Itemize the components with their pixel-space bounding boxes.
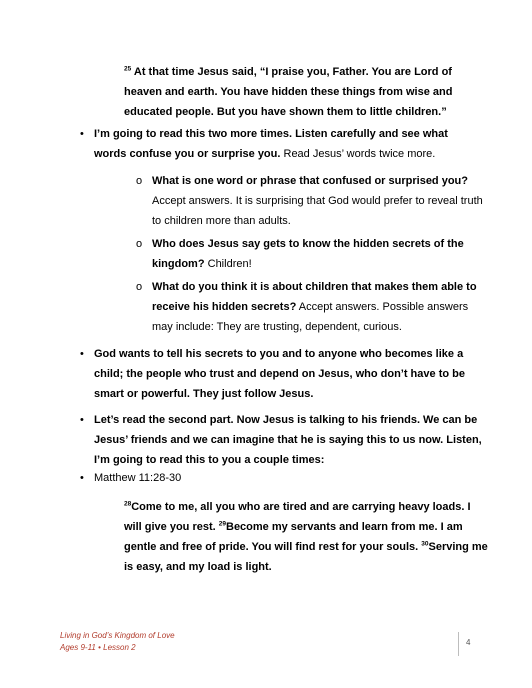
scripture-reference bbox=[94, 468, 484, 488]
footer bbox=[60, 630, 175, 654]
verse-number: 30 bbox=[421, 540, 429, 548]
footer-divider bbox=[458, 632, 459, 656]
footer-title: Living in God’s Kingdom of Love bbox=[60, 631, 175, 640]
question-bold: What do you think it is about children that makes them able to receive his hidden secrets? bbox=[152, 281, 477, 313]
reference-text: Matthew 11:28-30 bbox=[94, 472, 182, 484]
verse-text: Come to me, all you who are tired and are carrying heavy loads. I will give you rest. bbox=[124, 501, 471, 533]
question-bold: Who does Jesus say gets to know the hidden secrets of the kingdom? bbox=[152, 238, 464, 270]
bullet-icon: • bbox=[80, 128, 84, 140]
answer-normal: Children! bbox=[207, 258, 252, 270]
verse-number: 25 bbox=[124, 65, 132, 73]
verse-number: 28 bbox=[124, 500, 132, 508]
answer-normal: Accept answers. It is surprising that God would prefer to reveal truth to children more than adults. bbox=[152, 195, 483, 227]
instruction-bold: I’m going to read this two more times. Listen carefully and see what words confuse you or surprise you. bbox=[94, 128, 448, 160]
instruction-bold: God wants to tell his secrets to you and to anyone who becomes like a child; the people who trust and depend on Jesus, who don’t have to be smart or powerful. They just follow Jesus. bbox=[94, 348, 465, 400]
verse-text: At that time Jesus said, “I praise you, Father. You are Lord of heaven and earth. You have hidden these things from wise and educated people. But you have shown them to little children.” bbox=[124, 66, 453, 118]
sub-bullet-icon: o bbox=[136, 175, 143, 187]
page-number: 4 bbox=[466, 638, 471, 647]
sub-bullet-icon: o bbox=[136, 281, 143, 293]
footer-separator: • bbox=[98, 643, 101, 652]
sub-list-item bbox=[152, 234, 484, 274]
sub-list-item bbox=[152, 171, 484, 231]
sub-bullet-icon: o bbox=[136, 238, 143, 250]
verse-number: 29 bbox=[218, 520, 226, 528]
list-item bbox=[94, 124, 482, 164]
list-item bbox=[94, 410, 484, 470]
verse-text: Serving me is easy, and my load is light. bbox=[124, 541, 488, 573]
question-bold: What is one word or phrase that confused or surprised you? bbox=[152, 175, 468, 187]
list-item bbox=[94, 344, 484, 404]
bullet-icon: • bbox=[80, 414, 84, 426]
scripture-verses-28-30 bbox=[124, 497, 488, 577]
footer-lesson: Lesson 2 bbox=[103, 643, 136, 652]
instruction-bold: Let’s read the second part. Now Jesus is talking to his friends. We can be Jesus’ friends and we can imagine that he is saying this to us now. Listen, I’m going to read this to you a couple times: bbox=[94, 414, 482, 466]
bullet-icon: • bbox=[80, 472, 84, 484]
footer-ages: Ages 9-11 bbox=[60, 643, 96, 652]
bullet-icon: • bbox=[80, 348, 84, 360]
sub-list-item bbox=[152, 277, 484, 337]
instruction-normal: Read Jesus’ words twice more. bbox=[283, 148, 436, 160]
verse-text: Become my servants and learn from me. I am gentle and free of pride. You will find rest for your souls. bbox=[124, 521, 463, 553]
scripture-verse-25 bbox=[124, 62, 478, 122]
answer-normal: Accept answers. Possible answers may include: They are trusting, dependent, curious. bbox=[152, 301, 469, 333]
footer-subtitle bbox=[60, 642, 175, 654]
